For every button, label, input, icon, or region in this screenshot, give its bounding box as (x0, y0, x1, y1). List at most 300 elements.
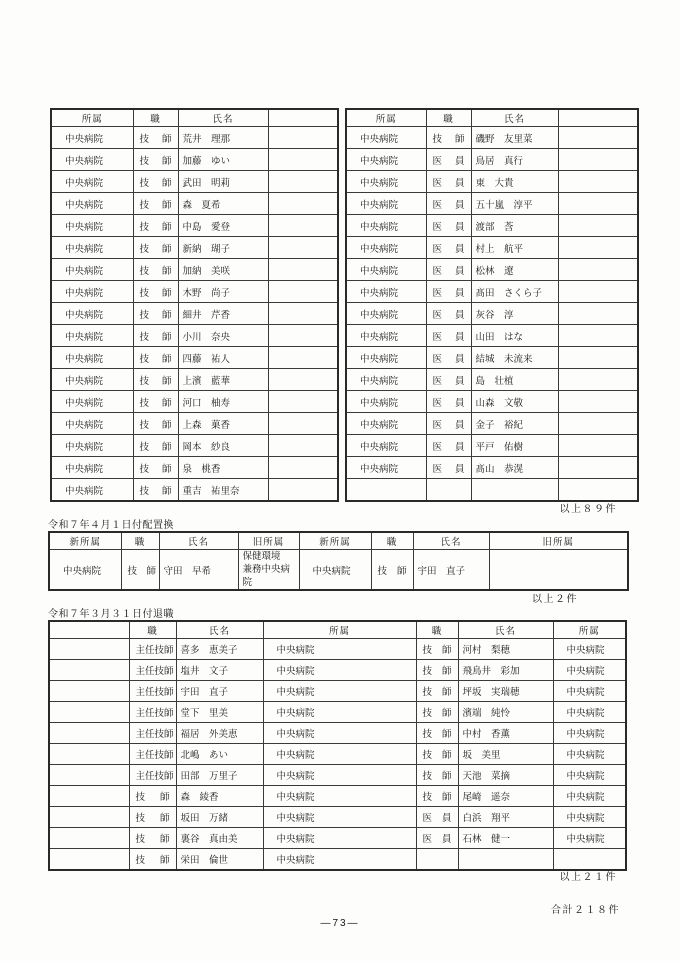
transfer-section-title: 令和７年４月１日付配置換 (48, 520, 174, 531)
title-cell: 技 師 (133, 281, 178, 303)
blank-cell (268, 281, 338, 303)
name-cell: 尾崎 遥奈 (458, 786, 553, 807)
header-title: 職 (133, 109, 178, 127)
affiliation-cell: 中央病院 (346, 281, 426, 303)
name-cell: 濱端 純怜 (458, 702, 553, 723)
header-name: 氏名 (159, 532, 238, 550)
title-cell: 技 師 (416, 786, 458, 807)
appointment-table-left (50, 108, 339, 502)
affiliation-cell: 中央病院 (346, 127, 426, 149)
blank-cell (49, 828, 129, 849)
title-cell: 主任技師 (129, 660, 176, 681)
name-cell: 髙田 さくら子 (471, 281, 558, 303)
name-cell: 加納 美咲 (178, 259, 268, 281)
table-row (346, 325, 638, 347)
blank-cell (558, 391, 638, 413)
title-cell: 技 師 (416, 723, 458, 744)
name-cell: 守田 早希 (159, 550, 238, 591)
name-cell: 堂下 里美 (176, 702, 263, 723)
affiliation-cell: 中央病院 (51, 281, 133, 303)
table-row (49, 828, 626, 849)
title-cell: 医 員 (426, 259, 471, 281)
blank-cell (268, 479, 338, 502)
blank-cell (268, 391, 338, 413)
name-cell: 四藤 祐人 (178, 347, 268, 369)
name-cell: 武田 明莉 (178, 171, 268, 193)
transfer-total: 以上２件 (532, 594, 578, 605)
name-cell: 天池 菜摘 (458, 765, 553, 786)
name-cell: 山田 はな (471, 325, 558, 347)
blank-cell (268, 149, 338, 171)
title-cell: 技 師 (133, 413, 178, 435)
affiliation-cell: 中央病院 (346, 347, 426, 369)
blank-cell (558, 149, 638, 171)
header-blank (49, 621, 129, 639)
title-cell: 医 員 (426, 325, 471, 347)
blank-cell (268, 259, 338, 281)
table-row (49, 765, 626, 786)
affiliation-cell: 中央病院 (553, 639, 626, 660)
name-cell: 松林 遼 (471, 259, 558, 281)
blank-cell (268, 171, 338, 193)
blank-cell (558, 325, 638, 347)
header-name: 氏名 (458, 621, 553, 639)
blank-cell (558, 479, 638, 502)
name-cell: 田部 万里子 (176, 765, 263, 786)
title-cell: 医 員 (416, 807, 458, 828)
name-cell: 平戸 佑樹 (471, 435, 558, 457)
title-cell: 技 師 (416, 744, 458, 765)
affiliation-cell: 中央病院 (51, 303, 133, 325)
name-cell: 小川 奈央 (178, 325, 268, 347)
blank-cell (558, 369, 638, 391)
title-cell: 医 員 (426, 303, 471, 325)
title-cell: 主任技師 (129, 702, 176, 723)
affiliation-cell: 中央病院 (51, 237, 133, 259)
affiliation-cell: 中央病院 (51, 259, 133, 281)
title-cell: 技 師 (129, 786, 176, 807)
header-name: 氏名 (413, 532, 489, 550)
title-cell: 技 師 (129, 807, 176, 828)
blank-cell (426, 479, 471, 502)
affiliation-cell: 中央病院 (263, 786, 416, 807)
header-new-affiliation: 新所属 (299, 532, 371, 550)
name-cell: 中島 愛登 (178, 215, 268, 237)
table-row (346, 303, 638, 325)
affiliation-cell: 中央病院 (51, 347, 133, 369)
name-cell: 宇田 直子 (176, 681, 263, 702)
table-row (346, 215, 638, 237)
table-row (49, 702, 626, 723)
title-cell: 医 員 (426, 237, 471, 259)
table-row (346, 259, 638, 281)
name-cell: 金子 裕紀 (471, 413, 558, 435)
name-cell: 岡本 紗良 (178, 435, 268, 457)
title-cell: 技 師 (133, 127, 178, 149)
name-cell: 荒井 理那 (178, 127, 268, 149)
table-row (49, 807, 626, 828)
title-cell: 医 員 (426, 149, 471, 171)
name-cell: 泉 桃香 (178, 457, 268, 479)
table-row (51, 413, 338, 435)
title-cell (416, 849, 458, 871)
affiliation-cell: 中央病院 (553, 723, 626, 744)
blank-cell (558, 457, 638, 479)
old-affiliation-line1: 保健環境 (242, 551, 281, 562)
affiliation-cell: 中央病院 (51, 391, 133, 413)
table-row (51, 215, 338, 237)
table-row (51, 325, 338, 347)
title-cell: 医 員 (426, 281, 471, 303)
title-cell: 主任技師 (129, 681, 176, 702)
title-cell: 技 師 (129, 849, 176, 871)
name-cell: 灰谷 淳 (471, 303, 558, 325)
name-cell: 河村 梨穂 (458, 639, 553, 660)
blank-cell (268, 303, 338, 325)
title-cell: 主任技師 (129, 744, 176, 765)
affiliation-cell: 中央病院 (346, 391, 426, 413)
appointments-total: 以上８９件 (559, 504, 617, 515)
affiliation-cell: 中央病院 (346, 215, 426, 237)
title-cell: 主任技師 (129, 765, 176, 786)
name-cell: 木野 尚子 (178, 281, 268, 303)
header-title: 職 (426, 109, 471, 127)
name-cell: 森 夏希 (178, 193, 268, 215)
affiliation-cell: 中央病院 (263, 828, 416, 849)
name-cell: 中村 香薫 (458, 723, 553, 744)
title-cell: 技 師 (133, 149, 178, 171)
blank-cell (268, 127, 338, 149)
table-row (51, 237, 338, 259)
table-row (346, 149, 638, 171)
name-cell: 鳥居 真行 (471, 149, 558, 171)
affiliation-cell: 中央病院 (553, 702, 626, 723)
table-row (49, 744, 626, 765)
affiliation-cell: 中央病院 (51, 127, 133, 149)
blank-cell (49, 639, 129, 660)
title-cell: 医 員 (416, 828, 458, 849)
name-cell: 河口 柚寿 (178, 391, 268, 413)
page-number: ―73― (320, 918, 360, 929)
table-row (346, 171, 638, 193)
header-affiliation: 所属 (51, 109, 133, 127)
name-cell: 山森 文敬 (471, 391, 558, 413)
affiliation-cell: 中央病院 (51, 215, 133, 237)
blank-cell (558, 303, 638, 325)
affiliation-cell: 中央病院 (51, 193, 133, 215)
affiliation-cell: 中央病院 (263, 639, 416, 660)
title-cell: 技 師 (133, 457, 178, 479)
title-cell: 技 師 (371, 550, 413, 591)
blank-cell (268, 347, 338, 369)
table-row (49, 660, 626, 681)
table-row (346, 347, 638, 369)
affiliation-cell: 中央病院 (51, 479, 133, 502)
name-cell: 村上 航平 (471, 237, 558, 259)
affiliation-cell: 中央病院 (346, 259, 426, 281)
header-title: 職 (371, 532, 413, 550)
title-cell: 技 師 (426, 127, 471, 149)
table-row (51, 303, 338, 325)
blank-cell (49, 744, 129, 765)
name-cell: 加藤 ゆい (178, 149, 268, 171)
name-cell: 上森 菓香 (178, 413, 268, 435)
table-row (346, 281, 638, 303)
title-cell: 技 師 (121, 550, 159, 591)
header-name: 氏名 (176, 621, 263, 639)
table-row (346, 413, 638, 435)
name-cell: 重吉 祐里奈 (178, 479, 268, 502)
old-affiliation-cell (489, 550, 628, 591)
title-cell: 医 員 (426, 369, 471, 391)
blank-cell (558, 127, 638, 149)
affiliation-cell: 中央病院 (346, 435, 426, 457)
header-title: 職 (129, 621, 176, 639)
blank-cell (268, 237, 338, 259)
header-blank (558, 109, 638, 127)
blank-cell (558, 413, 638, 435)
blank-cell (558, 171, 638, 193)
title-cell: 医 員 (426, 215, 471, 237)
name-cell: 坂 美里 (458, 744, 553, 765)
affiliation-cell: 中央病院 (51, 413, 133, 435)
blank-cell (558, 193, 638, 215)
table-row (51, 347, 338, 369)
grand-total: 合計２１８件 (551, 905, 620, 916)
blank-cell (268, 325, 338, 347)
blank-cell (558, 215, 638, 237)
blank-cell (49, 786, 129, 807)
affiliation-cell: 中央病院 (263, 744, 416, 765)
retirement-total: 以上２１件 (559, 872, 617, 883)
old-affiliation-cell (238, 550, 299, 591)
name-cell: 飛鳥井 彩加 (458, 660, 553, 681)
table-row (346, 391, 638, 413)
affiliation-cell: 中央病院 (346, 171, 426, 193)
affiliation-cell: 中央病院 (346, 369, 426, 391)
blank-cell (558, 435, 638, 457)
name-cell: 渡部 莟 (471, 215, 558, 237)
blank-cell (558, 281, 638, 303)
title-cell: 技 師 (133, 215, 178, 237)
title-cell: 医 員 (426, 347, 471, 369)
blank-cell (49, 849, 129, 871)
affiliation-cell: 中央病院 (51, 457, 133, 479)
blank-cell (558, 347, 638, 369)
retirement-section-title: 令和７年３月３１日付退職 (48, 609, 174, 620)
table-row (51, 193, 338, 215)
name-cell: 島 壮植 (471, 369, 558, 391)
blank-cell (268, 413, 338, 435)
new-affiliation-cell: 中央病院 (49, 550, 121, 591)
table-row (51, 127, 338, 149)
title-cell: 技 師 (133, 369, 178, 391)
empty-row (346, 479, 638, 502)
title-cell: 医 員 (426, 391, 471, 413)
name-cell: 東 大貴 (471, 171, 558, 193)
title-cell: 技 師 (129, 828, 176, 849)
name-cell: 栄田 倫世 (176, 849, 263, 871)
table-row (51, 479, 338, 502)
affiliation-cell: 中央病院 (263, 723, 416, 744)
title-cell: 技 師 (133, 435, 178, 457)
name-cell: 坪坂 実瑞穂 (458, 681, 553, 702)
header-affiliation: 所属 (553, 621, 626, 639)
name-cell: 坂田 万緒 (176, 807, 263, 828)
header-name: 氏名 (471, 109, 558, 127)
blank-cell (49, 702, 129, 723)
title-cell: 技 師 (416, 702, 458, 723)
title-cell: 医 員 (426, 171, 471, 193)
name-cell: 宇田 直子 (413, 550, 489, 591)
affiliation-cell: 中央病院 (553, 681, 626, 702)
header-blank (268, 109, 338, 127)
affiliation-cell: 中央病院 (346, 193, 426, 215)
header-affiliation: 所属 (263, 621, 416, 639)
affiliation-cell: 中央病院 (51, 369, 133, 391)
blank-cell (268, 435, 338, 457)
blank-cell (346, 479, 426, 502)
blank-cell (268, 369, 338, 391)
affiliation-cell: 中央病院 (346, 149, 426, 171)
table-row (51, 281, 338, 303)
title-cell: 医 員 (426, 413, 471, 435)
title-cell: 技 師 (133, 303, 178, 325)
transfer-table (48, 531, 629, 591)
name-cell: 新納 瑚子 (178, 237, 268, 259)
header-name: 氏名 (178, 109, 268, 127)
table-row (346, 193, 638, 215)
header-new-affiliation: 新所属 (49, 532, 121, 550)
title-cell: 技 師 (133, 325, 178, 347)
header-old-affiliation: 旧所属 (238, 532, 299, 550)
affiliation-cell: 中央病院 (553, 828, 626, 849)
affiliation-cell: 中央病院 (346, 237, 426, 259)
header-old-affiliation: 旧所属 (489, 532, 628, 550)
affiliation-cell: 中央病院 (263, 681, 416, 702)
blank-cell (49, 765, 129, 786)
affiliation-cell: 中央病院 (51, 435, 133, 457)
title-cell: 医 員 (426, 457, 471, 479)
table-row (346, 369, 638, 391)
appointment-tables (50, 108, 639, 502)
table-row (49, 681, 626, 702)
name-cell: 髙山 恭滉 (471, 457, 558, 479)
name-cell (458, 849, 553, 871)
blank-cell (268, 193, 338, 215)
name-cell: 塩井 文子 (176, 660, 263, 681)
table-row (49, 849, 626, 871)
header-row (49, 621, 626, 639)
name-cell: 森 綾香 (176, 786, 263, 807)
table-row (51, 171, 338, 193)
title-cell: 技 師 (133, 237, 178, 259)
table-row (51, 457, 338, 479)
title-cell: 技 師 (133, 479, 178, 502)
header-title: 職 (121, 532, 159, 550)
title-cell: 技 師 (416, 639, 458, 660)
affiliation-cell: 中央病院 (553, 660, 626, 681)
affiliation-cell: 中央病院 (263, 807, 416, 828)
table-row (346, 435, 638, 457)
header-title: 職 (416, 621, 458, 639)
table-row (51, 259, 338, 281)
affiliation-cell: 中央病院 (553, 807, 626, 828)
name-cell: 喜多 恵美子 (176, 639, 263, 660)
blank-cell (268, 457, 338, 479)
name-cell: 白浜 翔平 (458, 807, 553, 828)
table-row (51, 391, 338, 413)
table-row (49, 639, 626, 660)
affiliation-cell: 中央病院 (51, 171, 133, 193)
affiliation-cell: 中央病院 (263, 660, 416, 681)
affiliation-cell: 中央病院 (553, 744, 626, 765)
header-row (49, 532, 628, 550)
title-cell: 主任技師 (129, 639, 176, 660)
title-cell: 技 師 (133, 193, 178, 215)
header-row (51, 109, 338, 127)
affiliation-cell: 中央病院 (553, 786, 626, 807)
table-row (49, 550, 628, 591)
title-cell: 技 師 (416, 765, 458, 786)
blank-cell (49, 660, 129, 681)
blank-cell (49, 807, 129, 828)
blank-cell (268, 215, 338, 237)
affiliation-cell: 中央病院 (51, 325, 133, 347)
affiliation-cell: 中央病院 (263, 765, 416, 786)
title-cell: 技 師 (416, 681, 458, 702)
title-cell: 医 員 (426, 193, 471, 215)
blank-cell (558, 259, 638, 281)
title-cell: 主任技師 (129, 723, 176, 744)
table-row (49, 723, 626, 744)
new-affiliation-cell: 中央病院 (299, 550, 371, 591)
affiliation-cell: 中央病院 (346, 303, 426, 325)
table-row (49, 786, 626, 807)
title-cell: 技 師 (416, 660, 458, 681)
table-row (51, 149, 338, 171)
appointment-table-right (345, 108, 639, 502)
affiliation-cell: 中央病院 (263, 849, 416, 871)
title-cell: 技 師 (133, 259, 178, 281)
table-row (51, 369, 338, 391)
affiliation-cell (553, 849, 626, 871)
affiliation-cell: 中央病院 (346, 413, 426, 435)
blank-cell (49, 681, 129, 702)
header-row (346, 109, 638, 127)
name-cell: 上濱 藍華 (178, 369, 268, 391)
blank-cell (49, 723, 129, 744)
table-row (346, 457, 638, 479)
title-cell: 技 師 (133, 391, 178, 413)
affiliation-cell: 中央病院 (346, 325, 426, 347)
title-cell: 技 師 (133, 171, 178, 193)
old-affiliation-line2: 兼務中央病院 (242, 564, 291, 588)
blank-cell (558, 237, 638, 259)
name-cell: 結城 未流来 (471, 347, 558, 369)
affiliation-cell: 中央病院 (263, 702, 416, 723)
name-cell: 五十嵐 淳平 (471, 193, 558, 215)
name-cell: 石林 健一 (458, 828, 553, 849)
title-cell: 技 師 (133, 347, 178, 369)
header-affiliation: 所属 (346, 109, 426, 127)
title-cell: 医 員 (426, 435, 471, 457)
name-cell: 細井 芹香 (178, 303, 268, 325)
retirement-table (48, 620, 627, 871)
affiliation-cell: 中央病院 (553, 765, 626, 786)
name-cell: 北嶋 あい (176, 744, 263, 765)
name-cell: 裏谷 真由美 (176, 828, 263, 849)
